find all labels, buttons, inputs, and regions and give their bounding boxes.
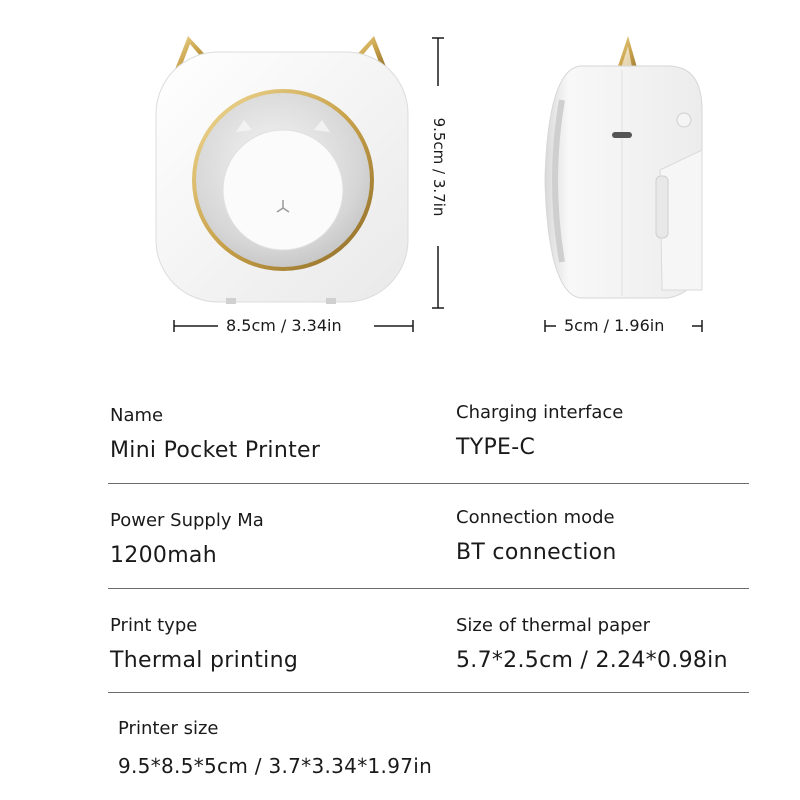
divider <box>108 588 749 589</box>
product-illustration <box>0 0 800 360</box>
spec-label-printer-size: Printer size <box>118 718 219 739</box>
spec-label-connection-mode: Connection mode <box>456 507 615 528</box>
divider <box>108 483 749 484</box>
power-button-icon <box>677 113 691 127</box>
spec-value-charging-interface: TYPE-C <box>456 435 536 460</box>
spec-value-name: Mini Pocket Printer <box>110 438 321 463</box>
usb-c-port-icon <box>612 132 632 138</box>
spec-value-paper-size: 5.7*2.5cm / 2.24*0.98in <box>456 648 728 673</box>
divider <box>108 692 749 693</box>
depth-dimension-label: 5cm / 1.96in <box>564 316 665 335</box>
spec-label-power-supply: Power Supply Ma <box>110 510 264 531</box>
spec-value-printer-size: 9.5*8.5*5cm / 3.7*3.34*1.97in <box>118 754 433 778</box>
width-dimension-label: 8.5cm / 3.34in <box>226 316 342 335</box>
height-dimension-label: 9.5cm / 3.7in <box>430 117 448 217</box>
spec-label-paper-size: Size of thermal paper <box>456 615 651 636</box>
spec-value-connection-mode: BT connection <box>456 540 617 565</box>
spec-value-print-type: Thermal printing <box>110 648 299 673</box>
printer-side-view <box>545 36 702 298</box>
spec-value-power-supply: 1200mah <box>110 543 217 568</box>
printer-front-view <box>0 0 800 360</box>
spec-label-name: Name <box>110 405 164 426</box>
spec-label-charging-interface: Charging interface <box>456 402 624 423</box>
spec-label-print-type: Print type <box>110 615 198 636</box>
